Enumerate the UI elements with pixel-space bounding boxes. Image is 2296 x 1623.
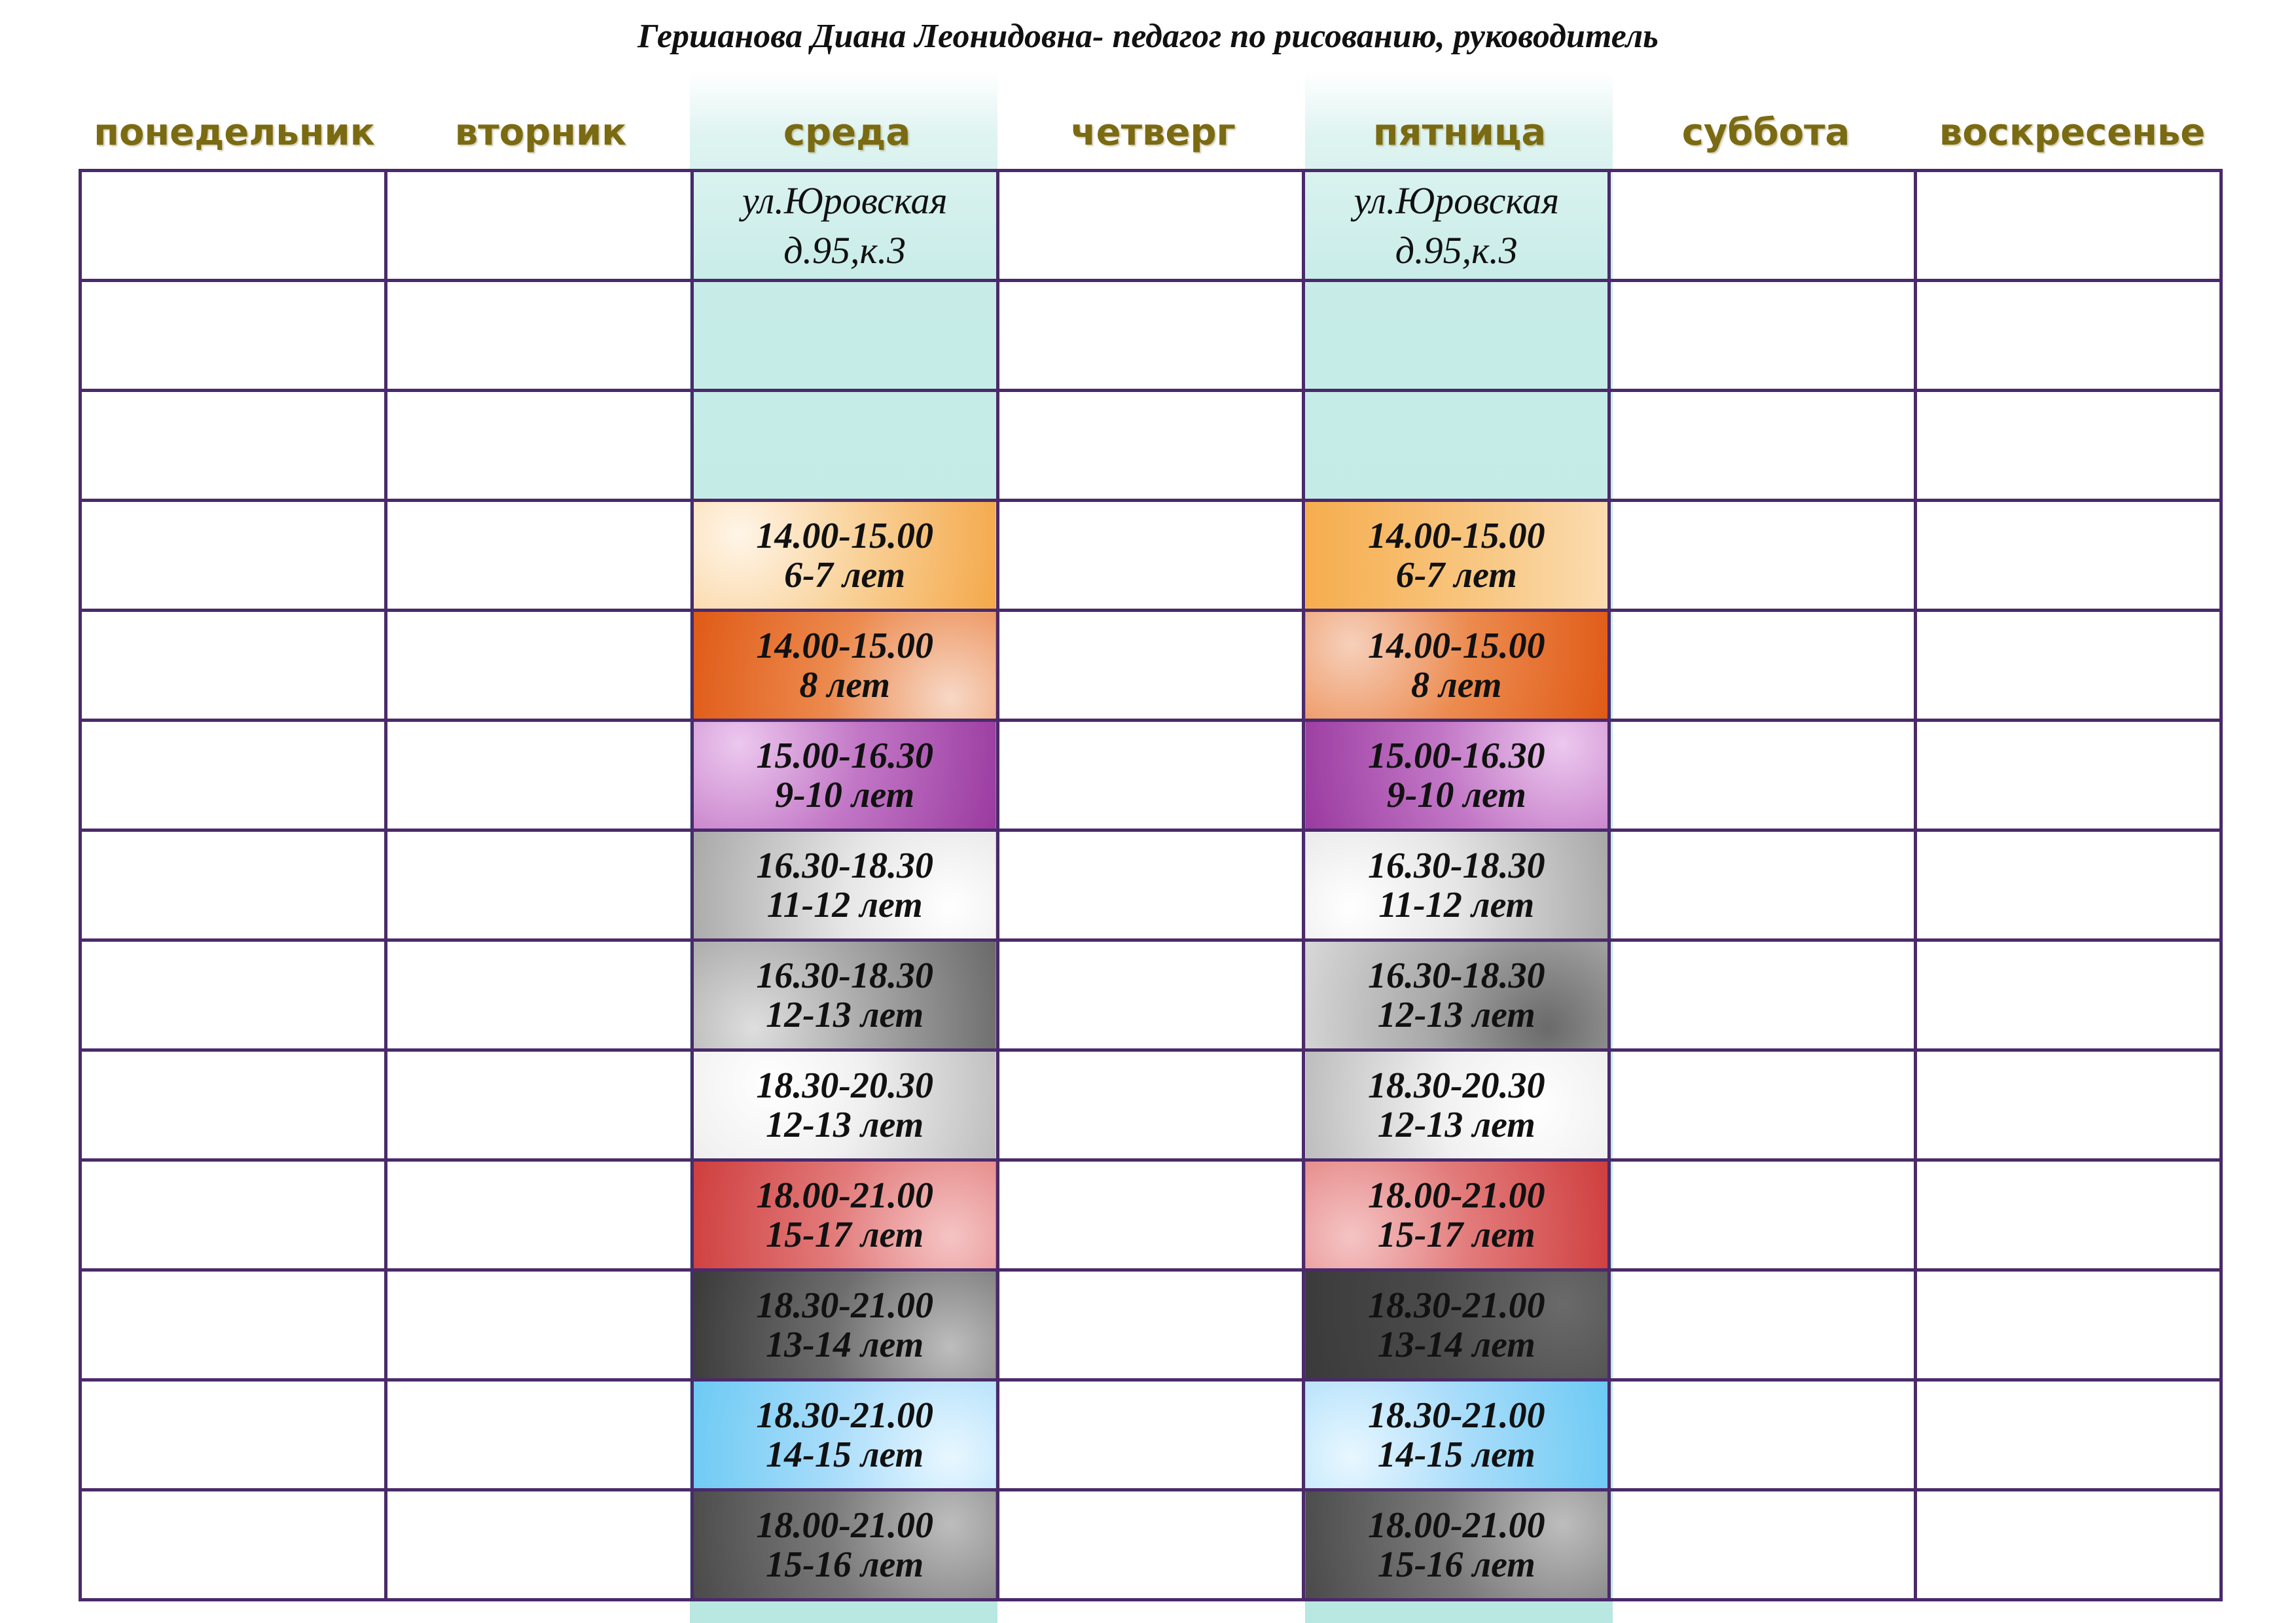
empty-cell-saturday (1609, 171, 1915, 281)
schedule-row (81, 611, 2221, 721)
class-time: 18.00-21.00 (756, 1505, 934, 1546)
empty-cell-tuesday (386, 721, 692, 830)
schedule-row (81, 501, 2221, 611)
class-age: 11-12 лет (1378, 884, 1535, 925)
empty-cell-sunday (1915, 940, 2221, 1050)
empty-cell-tuesday (386, 830, 692, 940)
class-time: 18.30-21.00 (1367, 1285, 1545, 1326)
schedule-row (81, 171, 2221, 281)
address-line: ул.Юровская (1354, 179, 1560, 222)
empty-cell-thursday (997, 281, 1303, 391)
schedule-row (81, 940, 2221, 1050)
class-age: 12-13 лет (766, 1104, 924, 1145)
empty-cell-sunday (1915, 721, 2221, 830)
empty-cell-tuesday (386, 391, 692, 501)
class-cell-wednesday (692, 1050, 997, 1160)
class-time: 16.30-18.30 (756, 955, 934, 996)
address-cell-wednesday (692, 171, 997, 281)
class-time: 18.30-20.30 (1367, 1065, 1545, 1106)
empty-cell-sunday (1915, 1050, 2221, 1160)
empty-cell-monday (81, 1050, 386, 1160)
empty-cell-saturday (1609, 281, 1915, 391)
schedule-row (81, 1160, 2221, 1270)
class-cell-wednesday (692, 1490, 997, 1600)
empty-cell-thursday (997, 1050, 1303, 1160)
empty-cell-sunday (1915, 611, 2221, 721)
empty-cell-saturday (1609, 940, 1915, 1050)
empty-cell-thursday (997, 1380, 1303, 1490)
class-age: 6-7 лет (784, 554, 906, 596)
class-cell-wednesday (692, 1160, 997, 1270)
class-age: 12-13 лет (1377, 994, 1535, 1035)
class-age: 12-13 лет (766, 994, 924, 1035)
day-header-thursday: четверг (1071, 111, 1236, 154)
empty-cell-thursday (997, 391, 1303, 501)
class-age: 14-15 лет (766, 1434, 924, 1475)
class-time: 16.30-18.30 (1367, 955, 1545, 996)
empty-cell-monday (81, 1490, 386, 1600)
class-age: 12-13 лет (1377, 1104, 1535, 1145)
class-age: 9-10 лет (1386, 774, 1526, 815)
empty-cell-wednesday (692, 391, 997, 501)
empty-cell-saturday (1609, 1050, 1915, 1160)
class-cell-wednesday (692, 940, 997, 1050)
empty-cell-thursday (997, 721, 1303, 830)
class-age: 11-12 лет (766, 884, 923, 925)
class-age: 6-7 лет (1395, 554, 1517, 596)
class-age: 9-10 лет (775, 774, 915, 815)
class-time: 14.00-15.00 (756, 625, 934, 666)
class-time: 14.00-15.00 (756, 515, 934, 556)
empty-cell-friday (1304, 391, 1609, 501)
empty-cell-sunday (1915, 830, 2221, 940)
empty-cell-monday (81, 1270, 386, 1380)
empty-cell-thursday (997, 940, 1303, 1050)
schedule-row (81, 391, 2221, 501)
empty-cell-thursday (997, 1160, 1303, 1270)
empty-cell-monday (81, 611, 386, 721)
empty-cell-tuesday (386, 1270, 692, 1380)
class-cell-friday (1304, 1270, 1609, 1380)
day-header-monday: понедельник (94, 111, 375, 154)
class-time: 18.00-21.00 (756, 1175, 934, 1216)
class-cell-wednesday (692, 611, 997, 721)
empty-cell-sunday (1915, 1380, 2221, 1490)
empty-cell-tuesday (386, 1050, 692, 1160)
class-time: 16.30-18.30 (1367, 845, 1545, 886)
empty-cell-saturday (1609, 830, 1915, 940)
schedule-row (81, 1490, 2221, 1600)
schedule-row (81, 1380, 2221, 1490)
class-age: 13-14 лет (766, 1324, 924, 1365)
class-age: 15-16 лет (766, 1544, 924, 1585)
class-cell-friday (1304, 501, 1609, 611)
empty-cell-tuesday (386, 1380, 692, 1490)
class-age: 15-17 лет (766, 1214, 924, 1255)
schedule-row (81, 721, 2221, 830)
empty-cell-monday (81, 281, 386, 391)
empty-cell-tuesday (386, 940, 692, 1050)
empty-cell-saturday (1609, 391, 1915, 501)
empty-cell-monday (81, 940, 386, 1050)
class-cell-wednesday (692, 830, 997, 940)
schedule-grid-body (81, 171, 2221, 1600)
class-time: 18.00-21.00 (1367, 1175, 1545, 1216)
class-time: 18.30-21.00 (756, 1285, 934, 1326)
empty-cell-saturday (1609, 1270, 1915, 1380)
address-line: ул.Юровская (742, 179, 948, 222)
empty-cell-sunday (1915, 1270, 2221, 1380)
address-line: д.95,к.3 (1395, 228, 1518, 272)
class-cell-friday (1304, 721, 1609, 830)
class-time: 15.00-16.30 (756, 735, 934, 776)
schedule-row (81, 1050, 2221, 1160)
empty-cell-tuesday (386, 611, 692, 721)
class-time: 18.30-20.30 (756, 1065, 934, 1106)
empty-cell-saturday (1609, 501, 1915, 611)
empty-cell-monday (81, 830, 386, 940)
page-title: Гершанова Диана Леонидовна- педагог по рисованию, руководитель (637, 18, 1659, 55)
empty-cell-tuesday (386, 501, 692, 611)
empty-cell-tuesday (386, 281, 692, 391)
class-age: 14-15 лет (1377, 1434, 1535, 1475)
empty-cell-saturday (1609, 721, 1915, 830)
empty-cell-thursday (997, 501, 1303, 611)
class-time: 14.00-15.00 (1367, 515, 1545, 556)
class-cell-wednesday (692, 1380, 997, 1490)
empty-cell-sunday (1915, 501, 2221, 611)
empty-cell-sunday (1915, 391, 2221, 501)
empty-cell-sunday (1915, 281, 2221, 391)
empty-cell-friday (1304, 281, 1609, 391)
class-age: 13-14 лет (1377, 1324, 1535, 1365)
empty-cell-monday (81, 171, 386, 281)
class-time: 18.30-21.00 (1367, 1395, 1545, 1436)
class-cell-friday (1304, 830, 1609, 940)
empty-cell-saturday (1609, 1380, 1915, 1490)
schedule-row (81, 281, 2221, 391)
empty-cell-monday (81, 1160, 386, 1270)
class-time: 18.30-21.00 (756, 1395, 934, 1436)
day-header-wednesday: среда (783, 111, 911, 154)
class-time: 16.30-18.30 (756, 845, 934, 886)
class-age: 8 лет (799, 664, 890, 705)
day-header-sunday: воскресенье (1939, 111, 2206, 154)
empty-cell-sunday (1915, 1160, 2221, 1270)
empty-cell-thursday (997, 171, 1303, 281)
empty-cell-saturday (1609, 1490, 1915, 1600)
empty-cell-monday (81, 721, 386, 830)
class-time: 18.00-21.00 (1367, 1505, 1545, 1546)
schedule-row (81, 830, 2221, 940)
empty-cell-sunday (1915, 1490, 2221, 1600)
empty-cell-sunday (1915, 171, 2221, 281)
class-age: 15-17 лет (1377, 1214, 1535, 1255)
class-cell-friday (1304, 940, 1609, 1050)
schedule-row (81, 1270, 2221, 1380)
day-header-friday: пятница (1372, 111, 1547, 154)
class-cell-wednesday (692, 1270, 997, 1380)
empty-cell-saturday (1609, 1160, 1915, 1270)
day-header-saturday: суббота (1681, 111, 1850, 154)
empty-cell-tuesday (386, 1160, 692, 1270)
empty-cell-thursday (997, 1490, 1303, 1600)
empty-cell-saturday (1609, 611, 1915, 721)
address-line: д.95,к.3 (783, 228, 906, 272)
empty-cell-thursday (997, 830, 1303, 940)
class-cell-friday (1304, 1490, 1609, 1600)
class-cell-wednesday (692, 501, 997, 611)
class-cell-friday (1304, 1160, 1609, 1270)
class-cell-wednesday (692, 721, 997, 830)
class-cell-friday (1304, 611, 1609, 721)
empty-cell-thursday (997, 1270, 1303, 1380)
empty-cell-tuesday (386, 1490, 692, 1600)
class-time: 15.00-16.30 (1367, 735, 1545, 776)
day-header-tuesday: вторник (454, 111, 627, 154)
empty-cell-thursday (997, 611, 1303, 721)
empty-cell-monday (81, 391, 386, 501)
class-cell-friday (1304, 1380, 1609, 1490)
class-age: 15-16 лет (1377, 1544, 1535, 1585)
class-time: 14.00-15.00 (1367, 625, 1545, 666)
empty-cell-monday (81, 1380, 386, 1490)
address-cell-friday (1304, 171, 1609, 281)
schedule-grid (79, 169, 2223, 1601)
empty-cell-wednesday (692, 281, 997, 391)
empty-cell-tuesday (386, 171, 692, 281)
class-age: 8 лет (1411, 664, 1502, 705)
empty-cell-monday (81, 501, 386, 611)
class-cell-friday (1304, 1050, 1609, 1160)
